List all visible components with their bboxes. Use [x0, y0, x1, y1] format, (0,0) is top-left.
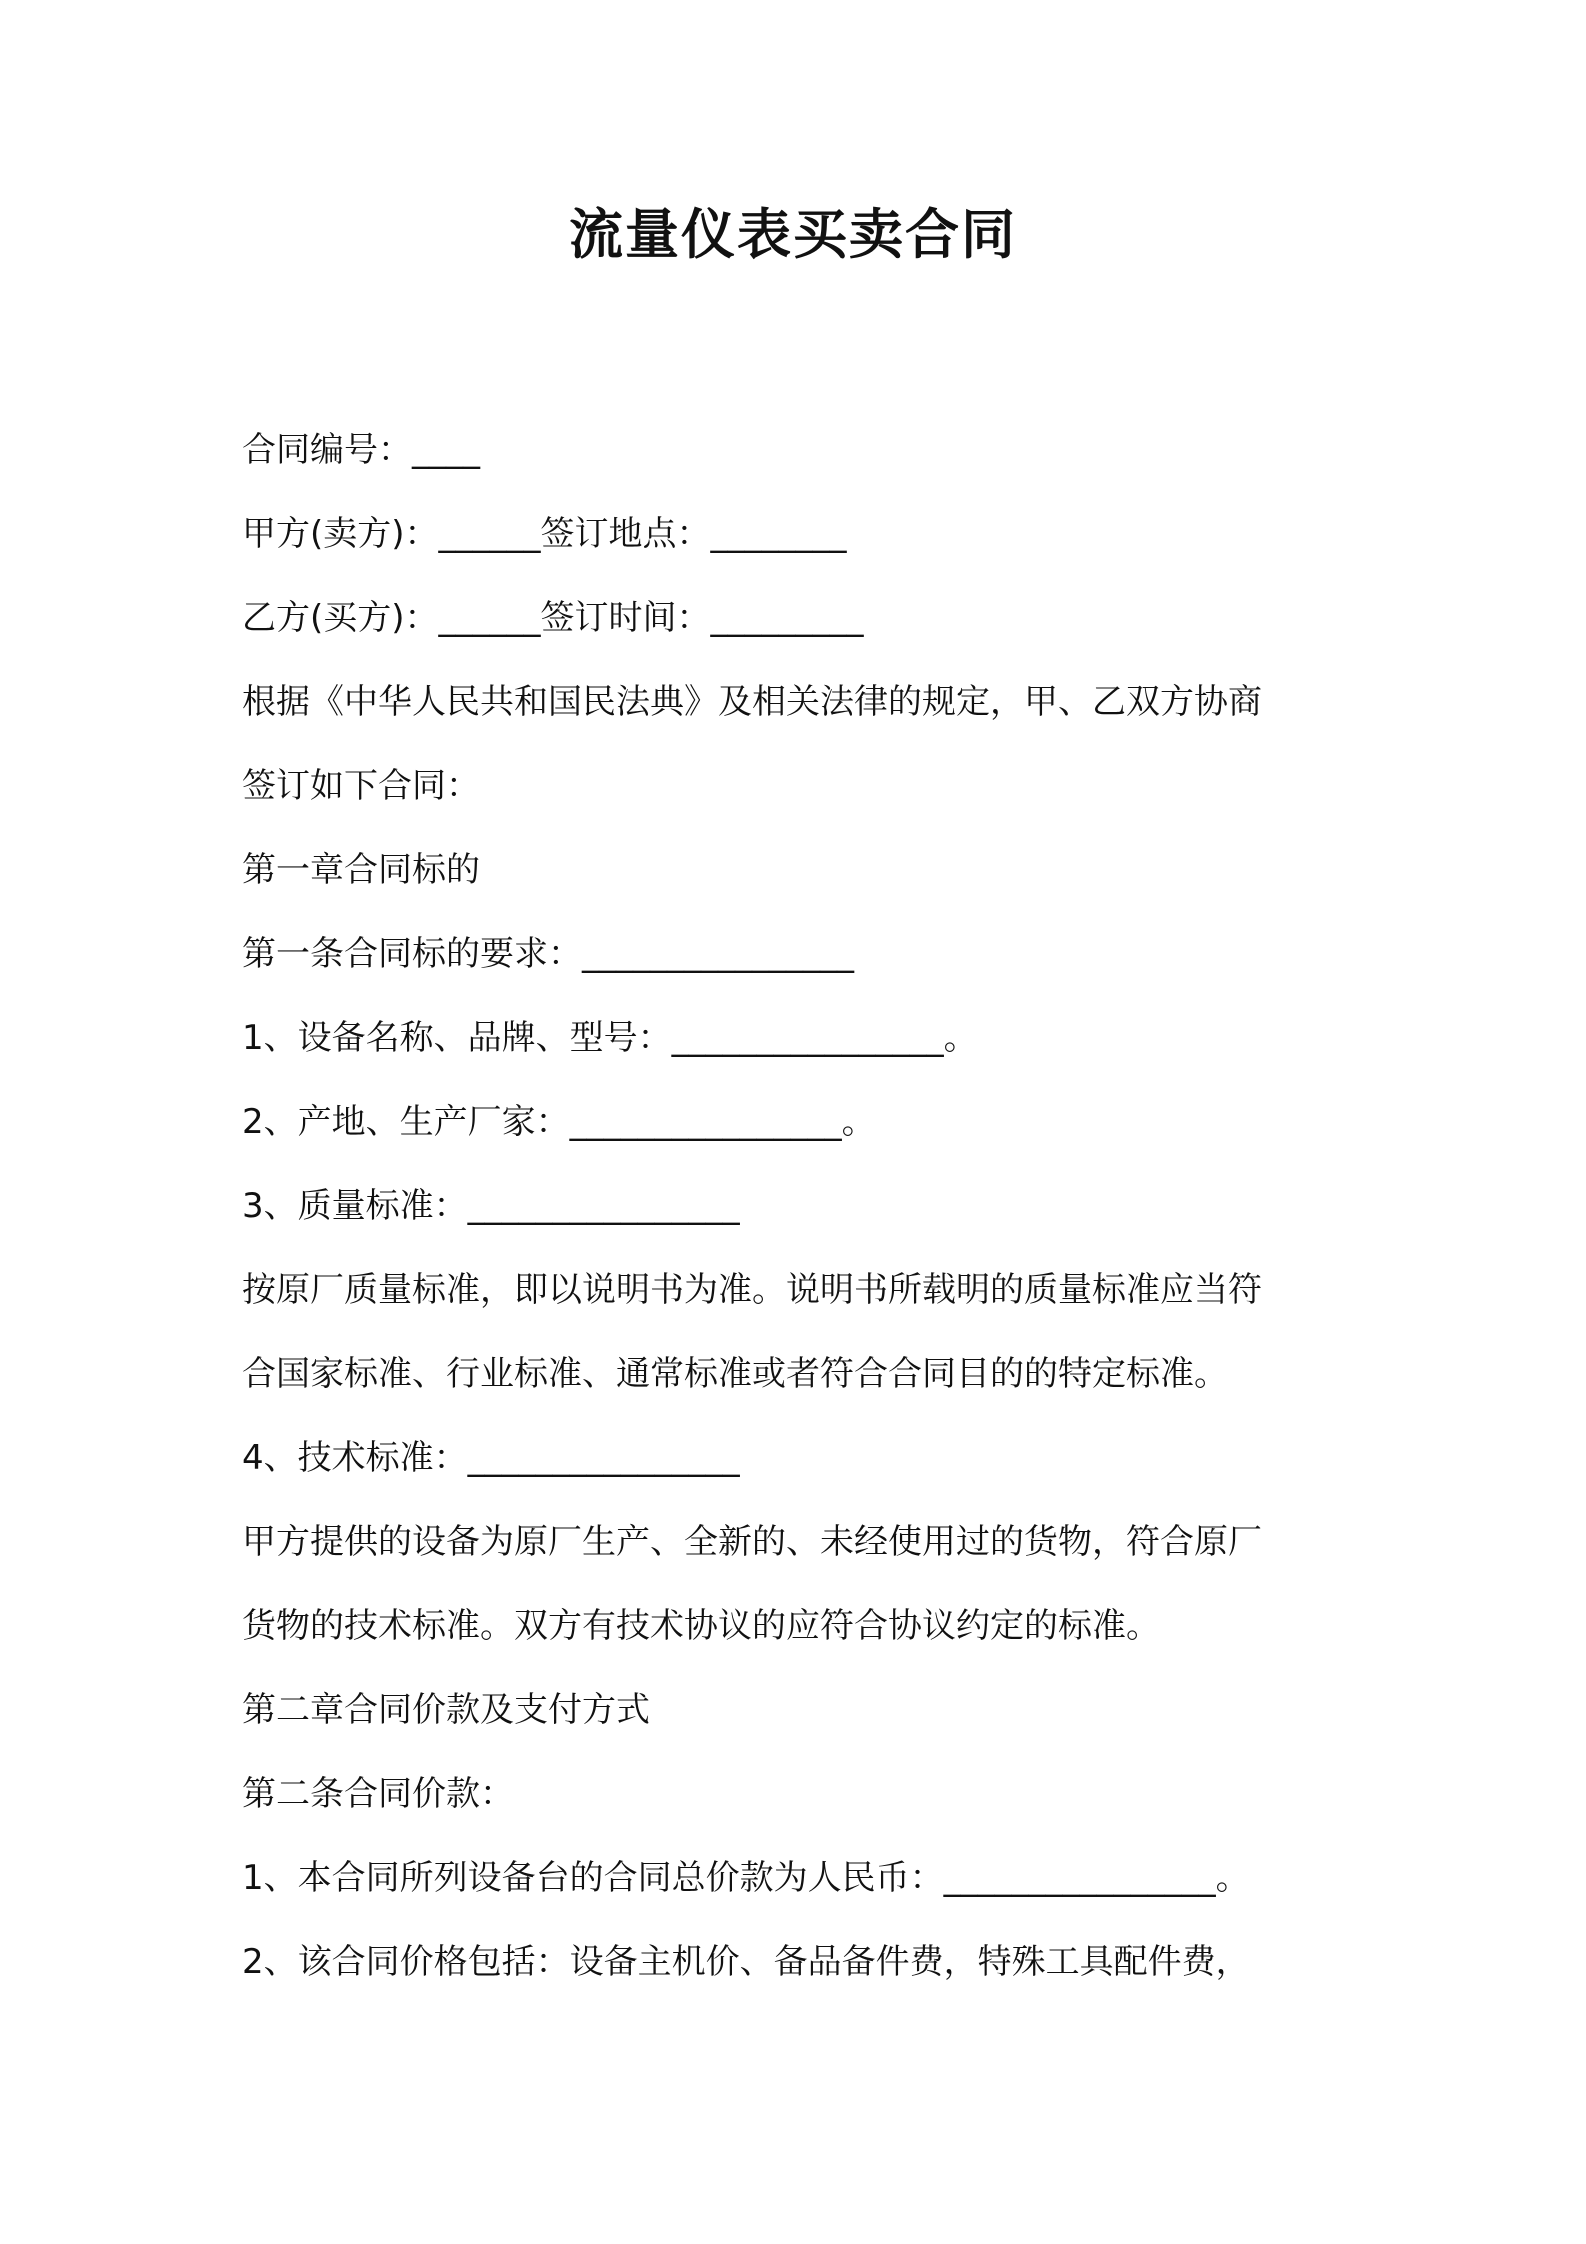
technical-standard-text-1: 甲方提供的设备为原厂生产、全新的、未经使用过的货物，符合原厂: [242, 1522, 1262, 1562]
contract-number-line: 合同编号：____: [242, 430, 480, 470]
document-body: [242, 408, 1362, 2004]
quality-standard-text-1: 按原厂质量标准，即以说明书为准。说明书所载明的质量标准应当符: [242, 1270, 1262, 1310]
technical-standard-text-2: 货物的技术标准。双方有技术协议的应符合协议约定的标准。: [242, 1606, 1160, 1646]
preamble-line-2: 签订如下合同：: [242, 766, 480, 806]
article-1-item-2: 2、产地、生产厂家：________________。: [242, 1102, 876, 1142]
article-2-item-1: 1、本合同所列设备台的合同总价款为人民币：________________。: [242, 1858, 1250, 1898]
party-a-line: 甲方(卖方)：______签订地点：________: [242, 514, 847, 554]
article-1-item-1: 1、设备名称、品牌、型号：________________。: [242, 1018, 978, 1058]
article-2-heading: 第二条合同价款：: [242, 1774, 514, 1814]
chapter-1-heading: 第一章合同标的: [242, 850, 480, 890]
quality-standard-text-2: 合国家标准、行业标准、通常标准或者符合合同目的的特定标准。: [242, 1354, 1228, 1394]
chapter-2-heading: 第二章合同价款及支付方式: [242, 1690, 650, 1730]
article-1-item-4: 4、技术标准：________________: [242, 1438, 740, 1478]
preamble-line-1: 根据《中华人民共和国民法典》及相关法律的规定，甲、乙双方协商: [242, 682, 1262, 722]
document-title: 流量仪表买卖合同: [569, 203, 1017, 266]
article-2-item-2: 2、该合同价格包括：设备主机价、备品备件费，特殊工具配件费，: [242, 1942, 1250, 1982]
article-1-item-3: 3、质量标准：________________: [242, 1186, 740, 1226]
party-b-line: 乙方(买方)：______签订时间：_________: [242, 598, 864, 638]
article-1-heading: 第一条合同标的要求：________________: [242, 934, 854, 974]
